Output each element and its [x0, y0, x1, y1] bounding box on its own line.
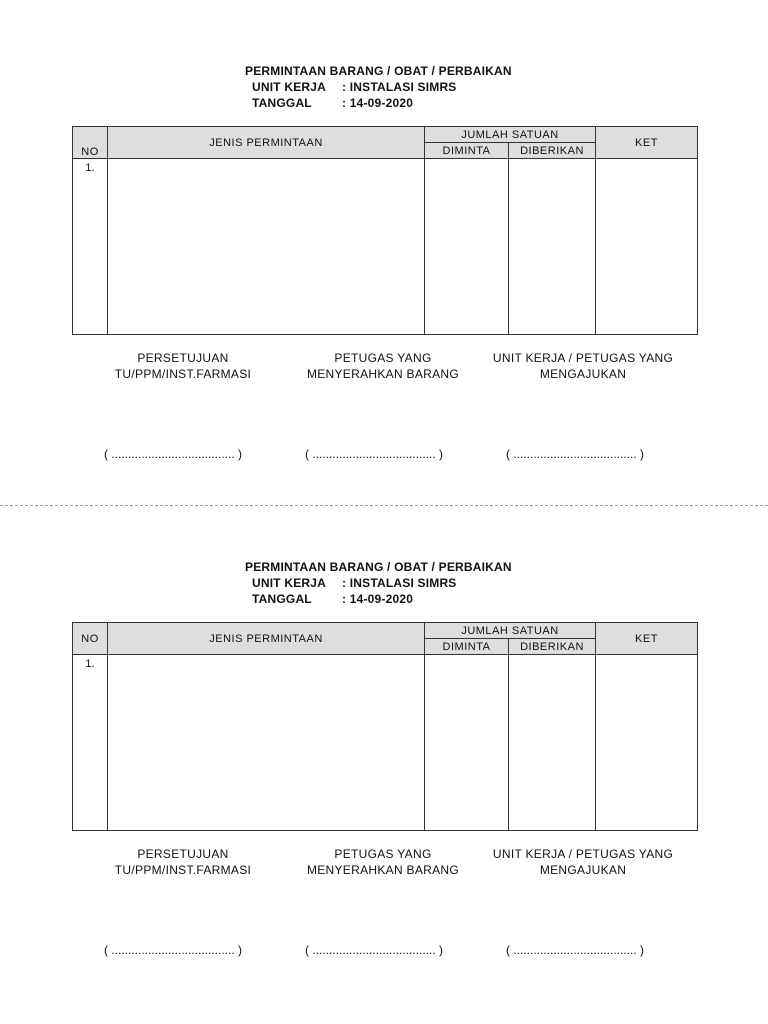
signature-requester-line2: MENGAJUKAN — [539, 367, 627, 381]
signature-handover — [300, 846, 466, 878]
signature-approval-line2: TU/PPM/INST.FARMASI — [114, 863, 252, 877]
col-diminta-header: DIMINTA — [425, 639, 509, 655]
form-title: PERMINTAAN BARANG / OBAT / PERBAIKAN — [245, 64, 512, 78]
signature-approval-line2: TU/PPM/INST.FARMASI — [114, 367, 252, 381]
date-label: TANGGAL — [252, 592, 312, 606]
signature-requester — [490, 350, 676, 382]
request-table — [72, 126, 698, 335]
row-diberikan-cell[interactable] — [509, 159, 596, 335]
col-diberikan-header: DIBERIKAN — [509, 143, 596, 159]
request-form-2 — [0, 496, 768, 976]
date-value: : 14-09-2020 — [342, 592, 414, 606]
signature-blank-requester: ( ..................................... ) — [506, 447, 645, 461]
signature-handover-line1: PETUGAS YANG — [334, 847, 432, 861]
table-row — [73, 159, 698, 335]
request-table — [72, 622, 698, 831]
signature-handover-line2: MENYERAHKAN BARANG — [306, 367, 460, 381]
signature-requester — [490, 846, 676, 878]
unit-value: : INSTALASI SIMRS — [342, 576, 457, 590]
signature-handover — [300, 350, 466, 382]
signature-approval — [100, 846, 266, 878]
row-diminta-cell[interactable] — [425, 159, 509, 335]
signature-approval-line1: PERSETUJUAN — [137, 847, 229, 861]
signature-approval — [100, 350, 266, 382]
unit-label: UNIT KERJA — [252, 576, 327, 590]
row-jenis-cell[interactable] — [108, 159, 425, 335]
signature-handover-line2: MENYERAHKAN BARANG — [306, 863, 460, 877]
col-jumlah-header: JUMLAH SATUAN — [425, 127, 596, 143]
signature-requester-line2: MENGAJUKAN — [539, 863, 627, 877]
request-form-1 — [0, 0, 768, 480]
col-jenis-header: JENIS PERMINTAAN — [108, 623, 425, 655]
signature-blank-approval: ( ..................................... ) — [104, 447, 243, 461]
signature-blank-requester: ( ..................................... ) — [506, 943, 645, 957]
col-jenis-header: JENIS PERMINTAAN — [108, 127, 425, 159]
row-no-cell: 1. — [73, 655, 108, 831]
row-no-cell: 1. — [73, 159, 108, 335]
col-diminta-header: DIMINTA — [425, 143, 509, 159]
date-value: : 14-09-2020 — [342, 96, 414, 110]
col-no-header: NO — [73, 127, 108, 159]
row-jenis-cell[interactable] — [108, 655, 425, 831]
col-diberikan-header: DIBERIKAN — [509, 639, 596, 655]
row-diminta-cell[interactable] — [425, 655, 509, 831]
form-title: PERMINTAAN BARANG / OBAT / PERBAIKAN — [245, 560, 512, 574]
signature-handover-line1: PETUGAS YANG — [334, 351, 432, 365]
unit-label: UNIT KERJA — [252, 80, 327, 94]
signature-blank-handover: ( ..................................... ) — [305, 943, 444, 957]
table-header-row — [73, 127, 698, 143]
col-jumlah-header: JUMLAH SATUAN — [425, 623, 596, 639]
unit-value: : INSTALASI SIMRS — [342, 80, 457, 94]
table-header-row — [73, 623, 698, 639]
signature-requester-line1: UNIT KERJA / PETUGAS YANG — [492, 351, 674, 365]
date-label: TANGGAL — [252, 96, 312, 110]
row-diberikan-cell[interactable] — [509, 655, 596, 831]
table-row — [73, 655, 698, 831]
signature-approval-line1: PERSETUJUAN — [137, 351, 229, 365]
signature-blank-handover: ( ..................................... ) — [305, 447, 444, 461]
signature-blank-approval: ( ..................................... ) — [104, 943, 243, 957]
signature-requester-line1: UNIT KERJA / PETUGAS YANG — [492, 847, 674, 861]
row-ket-cell[interactable] — [596, 655, 698, 831]
col-ket-header: KET — [596, 623, 698, 655]
col-ket-header: KET — [596, 127, 698, 159]
row-ket-cell[interactable] — [596, 159, 698, 335]
col-no-header: NO — [73, 623, 108, 655]
